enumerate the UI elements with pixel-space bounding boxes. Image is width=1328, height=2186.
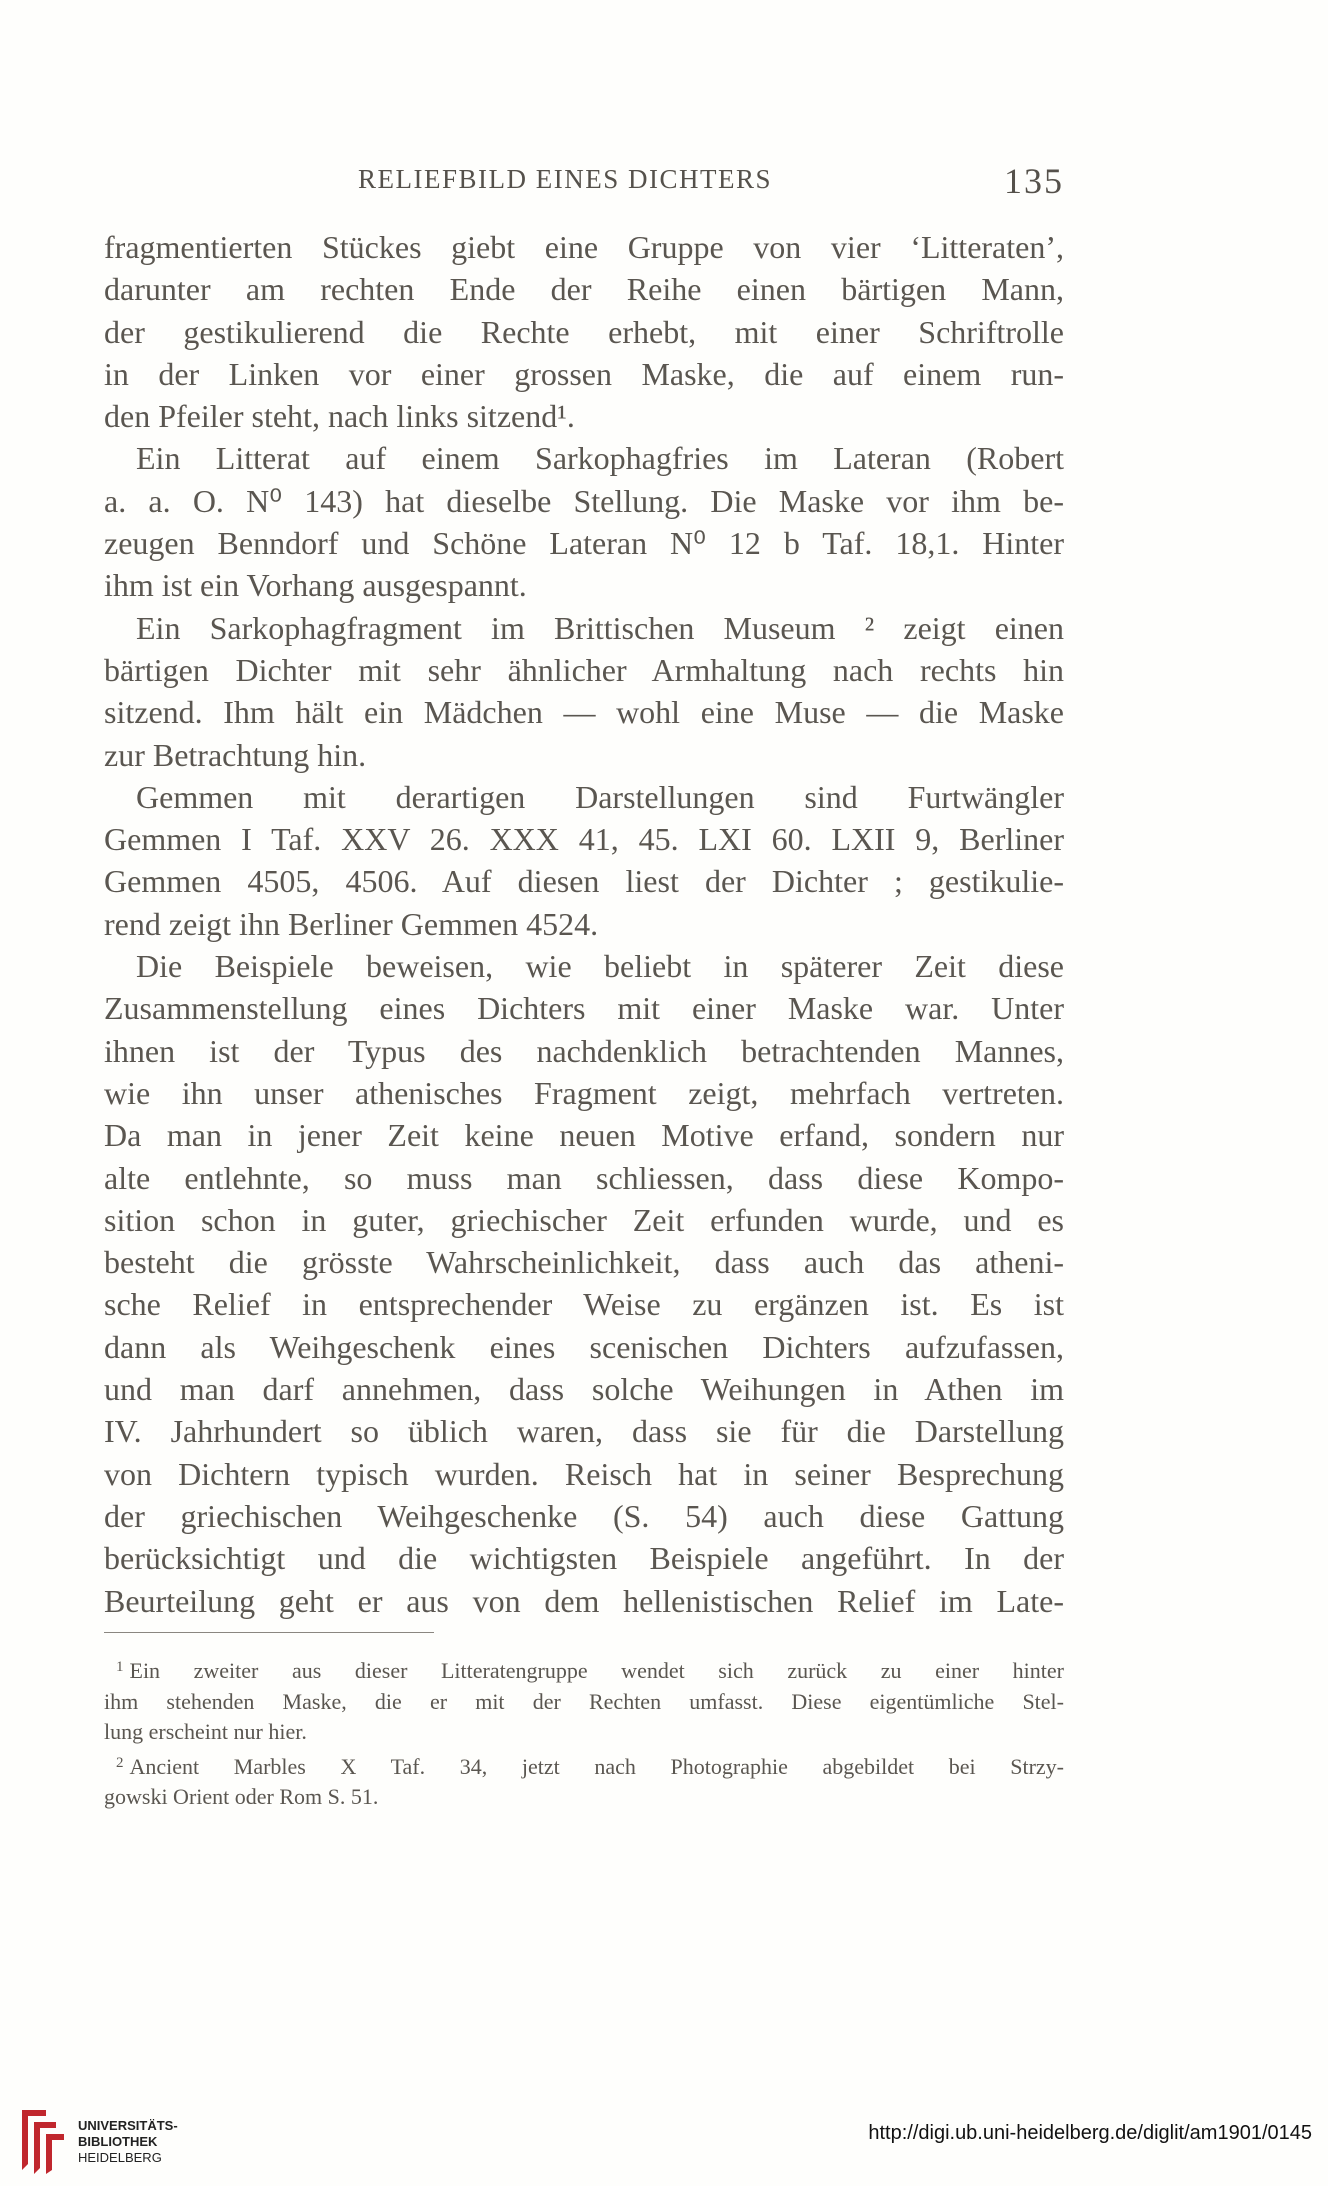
body-line: von Dichtern typisch wurden. Reisch hat in seiner Besprechung (104, 1455, 1064, 1492)
footnote-1-marker: 1 (116, 1659, 124, 1675)
footnote-2-marker: 2 (116, 1754, 124, 1771)
running-title: RELIEFBILD EINES DICHTERS (358, 164, 772, 194)
footnote-1-line: lung erscheint nur hier. (104, 1719, 307, 1744)
body-line: Gemmen mit derartigen Darstellungen sind Furtwängler (136, 778, 1064, 815)
digitization-footer (0, 2100, 1328, 2186)
body-line: Gemmen 4505, 4506. Auf diesen liest der Dichter ; gestikulie- (104, 863, 1064, 900)
footnote-2-line: gowski Orient oder Rom S. 51. (104, 1784, 379, 1809)
body-line: sche Relief in entsprechender Weise zu ergänzen ist. Es ist (104, 1286, 1064, 1323)
body-line: in der Linken vor einer grossen Maske, die auf einem run- (104, 355, 1064, 392)
body-line: Ein Litterat auf einem Sarkophagfries im Lateran (Robert (136, 440, 1064, 477)
body-line: der gestikulierend die Rechte erhebt, mit einer Schriftrolle (104, 313, 1064, 350)
body-line: Die Beispiele beweisen, wie beliebt in späterer Zeit diese (136, 948, 1064, 985)
body-line: ihnen ist der Typus des nachdenklich betrachtenden Mannes, (104, 1032, 1064, 1069)
body-line: a. a. O. N⁰ 143) hat dieselbe Stellung. Die Maske vor ihm be- (104, 482, 1064, 519)
body-line: sition schon in guter, griechischer Zeit erfunden wurde, und es (104, 1201, 1064, 1238)
body-line: rend zeigt ihn Berliner Gemmen 4524. (104, 905, 599, 942)
body-line: wie ihn unser athenisches Fragment zeigt, mehrfach vertreten. (104, 1074, 1064, 1111)
body-line: sitzend. Ihm hält ein Mädchen — wohl eine Muse — die Maske (104, 694, 1064, 731)
body-line: Da man in jener Zeit keine neuen Motive erfand, sondern nur (104, 1117, 1064, 1154)
running-head (104, 160, 1064, 204)
body-text (104, 226, 1064, 1622)
body-line: Ein Sarkophagfragment im Brittischen Museum ² zeigt einen (136, 609, 1064, 646)
body-line: den Pfeiler steht, nach links sitzend¹. (104, 398, 575, 435)
body-line: bärtigen Dichter mit sehr ähnlicher Armhaltung nach rechts hin (104, 651, 1064, 688)
page-number: 135 (1004, 161, 1064, 201)
footnote-1-line: ihm stehenden Maske, die er mit der Rechten umfasst. Diese eigentümliche Stel- (104, 1688, 1064, 1714)
footnote-1-line (104, 1652, 1064, 1687)
footnote-2-line (104, 1748, 1064, 1783)
source-url[interactable]: http://digi.ub.uni-heidelberg.de/diglit/am1901/0145 (868, 2122, 1312, 2144)
body-line: und man darf annehmen, dass solche Weihungen in Athen im (104, 1371, 1064, 1408)
body-line: alte entlehnte, so muss man schliessen, dass diese Kompo- (104, 1159, 1064, 1196)
body-line: berücksichtigt und die wichtigsten Beispiele angeführt. In der (104, 1540, 1064, 1577)
footnote-divider (104, 1632, 434, 1633)
footnotes (104, 1652, 1064, 1813)
body-line: ihm ist ein Vorhang ausgespannt. (104, 567, 527, 604)
footnote-1-text: Ein zweiter aus dieser Litteratengruppe wendet sich zurück zu einer hinter (129, 1658, 1064, 1683)
body-line: fragmentierten Stückes giebt eine Gruppe von vier ‘Litteraten’, (104, 229, 1064, 265)
body-line: besteht die grösste Wahrscheinlichkeit, dass auch das atheni- (104, 1244, 1064, 1281)
body-line: dann als Weihgeschenk eines scenischen Dichters aufzufassen, (104, 1328, 1064, 1365)
footnote-2-text: Ancient Marbles X Taf. 34, jetzt nach Photographie abgebildet bei Strzy- (129, 1753, 1064, 1779)
library-line-2: BIBLIOTHEK (78, 2134, 158, 2149)
body-line: IV. Jahrhundert so üblich waren, dass sie für die Darstellung (104, 1413, 1064, 1450)
body-line: Zusammenstellung eines Dichters mit einer Maske war. Unter (104, 990, 1064, 1027)
body-line: darunter am rechten Ende der Reihe einen bärtigen Mann, (104, 271, 1064, 308)
library-line-1: UNIVERSITÄTS- (78, 2118, 178, 2133)
body-line: zur Betrachtung hin. (104, 736, 367, 773)
body-line: zeugen Benndorf und Schöne Lateran N⁰ 12 b Taf. 18,1. Hinter (104, 525, 1064, 562)
library-line-3: HEIDELBERG (78, 2150, 162, 2165)
body-line: Gemmen I Taf. XXV 26. XXX 41, 45. LXI 60. LXII 9, Berliner (104, 821, 1064, 858)
body-line: der griechischen Weihgeschenke (S. 54) auch diese Gattung (104, 1497, 1064, 1534)
body-line: Beurteilung geht er aus von dem hellenistischen Relief im Late- (104, 1582, 1064, 1619)
ub-heidelberg-logo-icon (12, 2104, 66, 2176)
library-name (78, 2118, 178, 2166)
